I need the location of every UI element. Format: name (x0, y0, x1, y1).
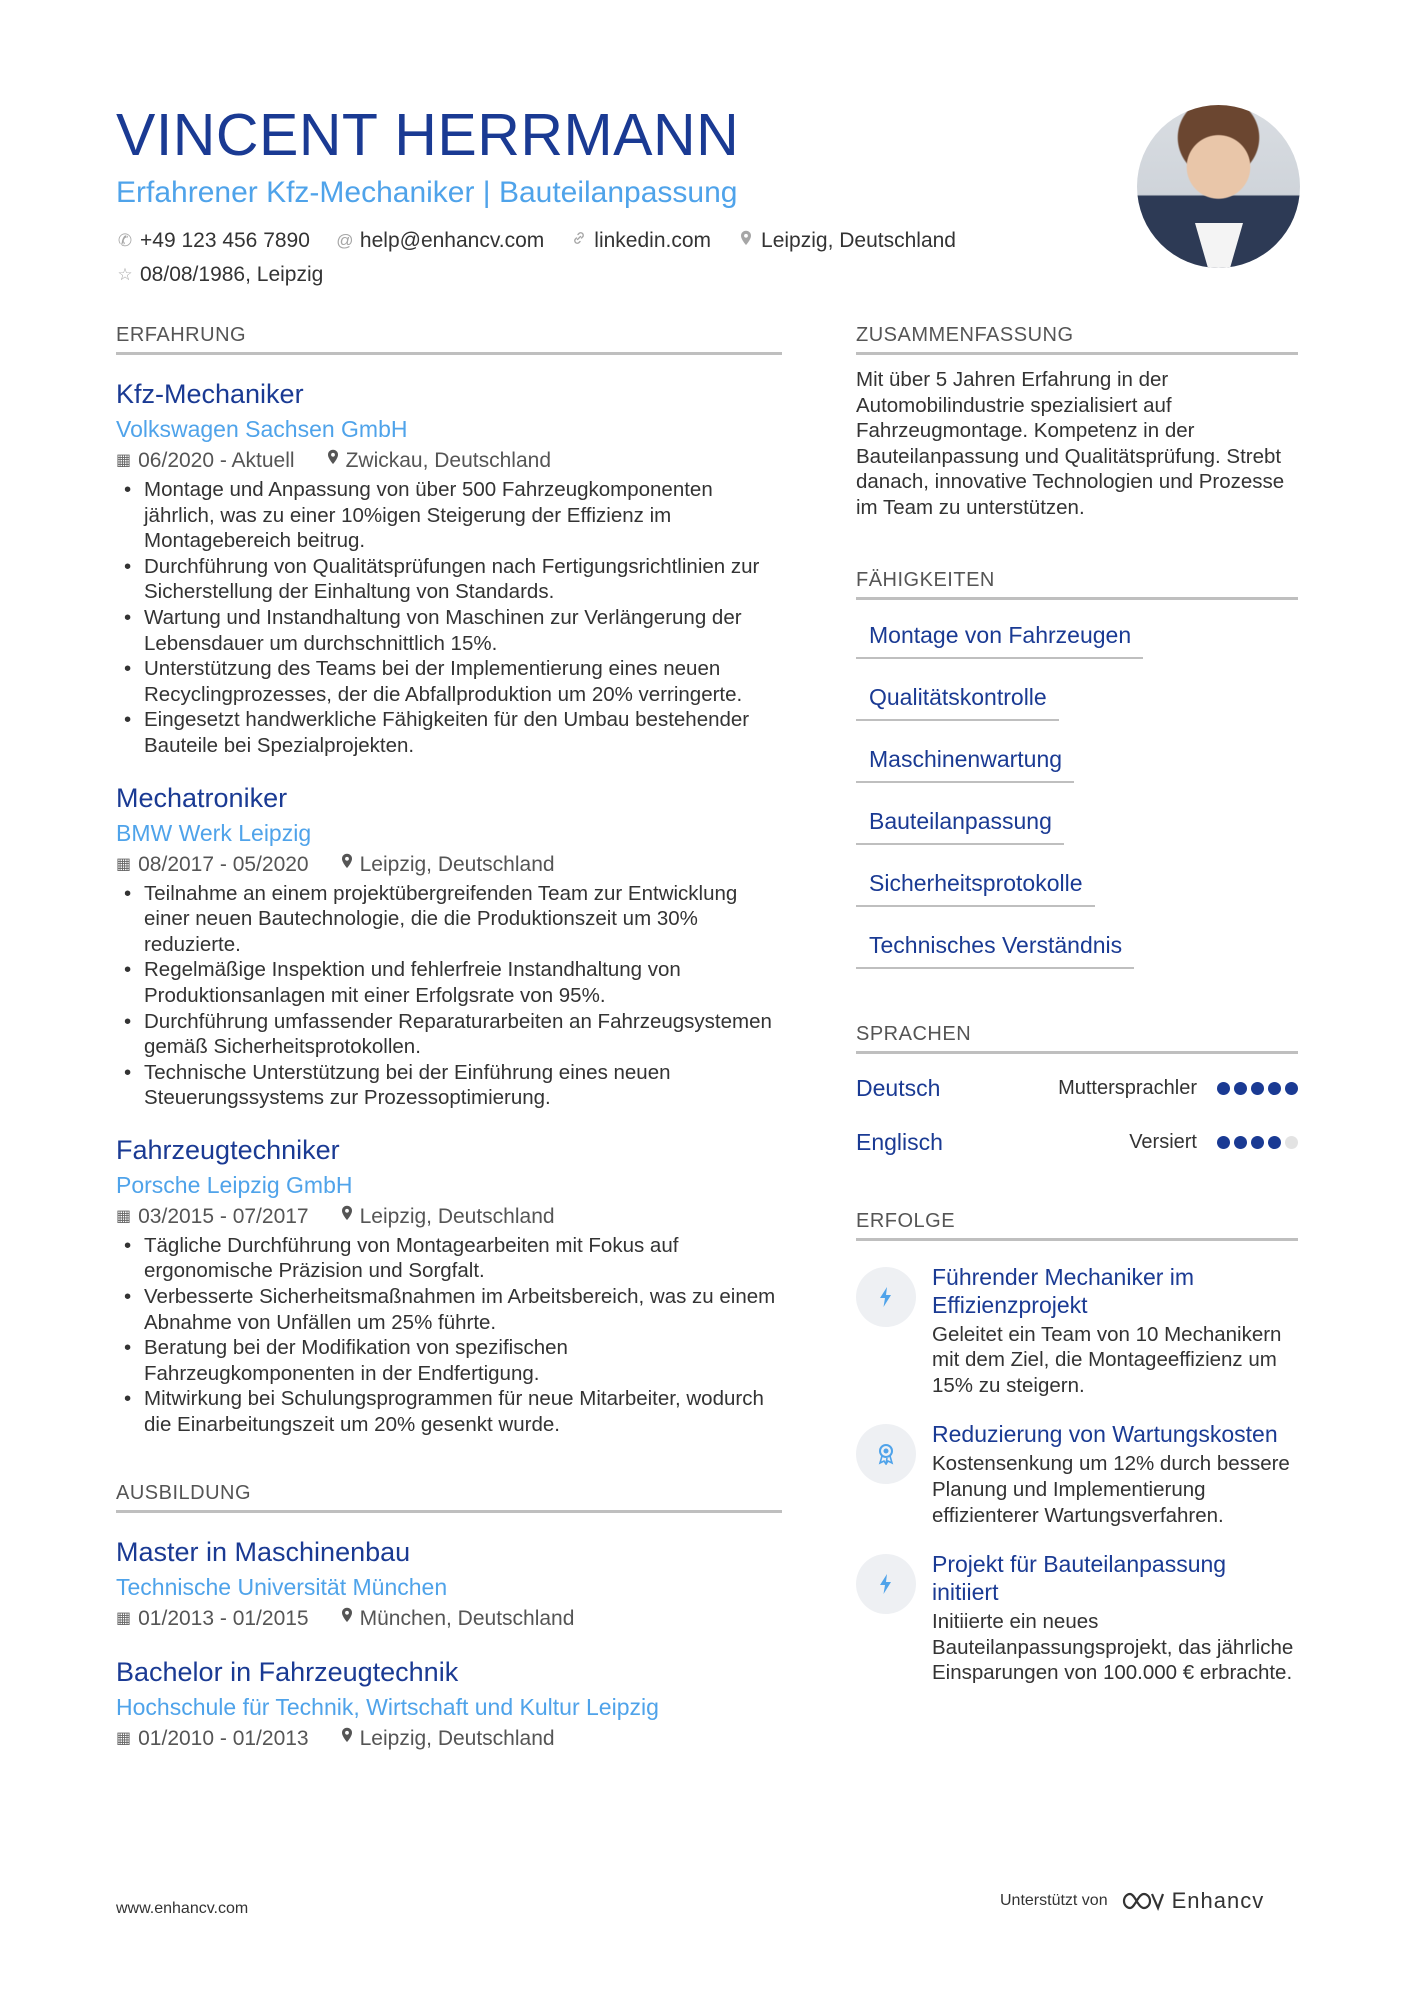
summary-text: Mit über 5 Jahren Erfahrung in der Automobilindustrie spezialisiert auf Fahrzeugmontage. Kompetenz in der Bauteilanpassung und Qualitätsprüfung. Strebt danach, innovative Technologien und Prozesse im Team zu unterstützen. (856, 368, 1285, 519)
calendar-icon: ▦ (116, 855, 132, 873)
email-text: help@enhancv.com (359, 229, 545, 252)
job-bullet: • Beratung bei der Modifikation von spezifischen Fahrzeugkomponenten in der Endfertigung. (116, 1335, 782, 1386)
job-bullet: • Regelmäßige Inspektion und fehlerfreie Instandhaltung von Produktionsanlagen mit einer Erfolgsrate von 95%. (116, 957, 782, 1008)
achievement-item (856, 1420, 1298, 1528)
job-meta (116, 447, 782, 475)
achievement-desc: Initiierte ein neues Bauteilanpassungsprojekt, das jährliche Einsparungen von 100.000 € erbrachte. (932, 1610, 1294, 1685)
calendar-icon: ▦ (116, 1729, 132, 1747)
education-meta (116, 1605, 782, 1633)
powered-by-label: Unterstützt von (1000, 1892, 1108, 1909)
calendar-icon: ▦ (116, 1207, 132, 1225)
degree-title: Master in Maschinenbau (116, 1536, 411, 1567)
achievements-section-title: ERFOLGE (856, 1208, 1298, 1241)
contact-phone[interactable] (116, 228, 310, 254)
education-location: München, Deutschland (359, 1606, 575, 1630)
rating-dot-filled (1217, 1082, 1230, 1095)
experience-entry (116, 377, 782, 759)
school-name: Hochschule für Technik, Wirtschaft und Kultur Leipzig (116, 1693, 659, 1720)
job-bullets (116, 1233, 782, 1438)
job-dates: 08/2017 - 05/2020 (138, 852, 309, 876)
location-text: Leipzig, Deutschland (761, 229, 956, 252)
job-bullet: • Teilnahme an einem projektübergreifenden Team zur Entwicklung einer neuen Bautechnologie, die die Produktionszeit um 30% reduzierte. (116, 881, 782, 958)
job-company: Volkswagen Sachsen GmbH (116, 416, 408, 442)
language-row (856, 1070, 1298, 1108)
skill-tag: Sicherheitsprotokolle (856, 862, 1095, 907)
location-pin-icon (327, 447, 339, 475)
location-pin-icon (341, 851, 353, 879)
summary-section-title: ZUSAMMENFASSUNG (856, 322, 1298, 355)
job-meta (116, 1203, 782, 1231)
job-bullet: • Verbesserte Sicherheitsmaßnahmen im Arbeitsbereich, was zu einem Abnahme von Unfällen um 25% führte. (116, 1284, 782, 1335)
contact-birth (116, 262, 323, 288)
rating-dot-filled (1234, 1082, 1247, 1095)
location-pin-icon (341, 1203, 353, 1231)
job-location: Zwickau, Deutschland (345, 449, 552, 472)
calendar-icon: ▦ (116, 452, 132, 469)
calendar-icon: ▦ (116, 1609, 132, 1627)
left-column (116, 322, 782, 1753)
achievement-title: Projekt für Bauteilanpassung initiiert (932, 1551, 1227, 1606)
job-bullet: • Wartung und Instandhaltung von Maschinen zur Verlängerung der Lebensdauer um durchschnittlich 15%. (116, 605, 782, 656)
degree-title: Bachelor in Fahrzeugtechnik (116, 1656, 459, 1687)
enhancv-logo (1120, 1888, 1265, 1914)
job-title: Kfz-Mechaniker (116, 379, 304, 409)
contact-list (116, 228, 1096, 288)
education-dates: 01/2013 - 01/2015 (138, 1606, 309, 1630)
achievement-desc: Geleitet ein Team von 10 Mechanikern mit dem Ziel, die Montageeffizienz um 15% zu steigern. (932, 1322, 1282, 1397)
language-rating (1213, 1136, 1298, 1149)
job-bullets (116, 881, 782, 1111)
language-level: Muttersprachler (1058, 1077, 1197, 1100)
achievement-title: Führender Mechaniker im Effizienzprojekt (932, 1263, 1195, 1318)
resume-header (116, 100, 1116, 288)
job-location: Leipzig, Deutschland (359, 852, 555, 876)
language-row (856, 1124, 1298, 1162)
job-bullet: • Unterstützung des Teams bei der Implementierung eines neuen Recyclingprozesses, der die Abfallproduktion um 20% verringerte. (116, 656, 782, 707)
skills-section-title: FÄHIGKEITEN (856, 567, 1298, 600)
brand-name: Enhancv (1171, 1888, 1265, 1913)
award-icon (856, 1424, 916, 1484)
job-company: BMW Werk Leipzig (116, 819, 312, 846)
language-name: Deutsch (856, 1075, 941, 1102)
rating-dot-filled (1234, 1136, 1247, 1149)
job-title: Fahrzeugtechniker (116, 1134, 340, 1165)
contact-linkedin[interactable] (570, 228, 711, 254)
at-icon: @ (336, 231, 354, 250)
job-bullets (116, 477, 782, 759)
education-dates: 01/2010 - 01/2013 (138, 1726, 309, 1750)
languages-section-title: SPRACHEN (856, 1021, 1298, 1054)
rating-dot-filled (1285, 1082, 1298, 1095)
phone-text: +49 123 456 7890 (140, 229, 310, 252)
birth-text: 08/08/1986, Leipzig (140, 263, 324, 286)
education-section-title: AUSBILDUNG (116, 1480, 782, 1513)
experience-section-title: ERFAHRUNG (116, 322, 782, 355)
job-bullet: • Durchführung umfassender Reparaturarbeiten an Fahrzeugsystemen gemäß Sicherheitsprotokollen. (116, 1009, 782, 1060)
experience-entry (116, 1133, 782, 1438)
enhancv-logo-icon (1120, 1890, 1164, 1912)
job-title: Mechatroniker (116, 782, 288, 813)
achievement-item (856, 1263, 1298, 1399)
achievement-desc: Kostensenkung um 12% durch bessere Planung und Implementierung effizienterer Wartungsverfahren. (932, 1452, 1290, 1527)
skill-tag: Technisches Verständnis (856, 924, 1134, 969)
job-dates: 06/2020 - Aktuell (138, 449, 295, 472)
rating-dot-filled (1251, 1136, 1264, 1149)
skills-list (856, 614, 1298, 969)
education-location: Leipzig, Deutschland (359, 1726, 555, 1750)
experience-entry (116, 781, 782, 1111)
rating-dot-filled (1217, 1136, 1230, 1149)
location-pin-icon (737, 228, 755, 254)
achievement-title: Reduzierung von Wartungskosten (932, 1421, 1278, 1448)
skill-tag: Qualitätskontrolle (856, 676, 1059, 721)
phone-icon: ✆ (117, 231, 133, 250)
language-rating (1213, 1082, 1298, 1095)
candidate-headline: Erfahrener Kfz-Mechaniker | Bauteilanpassung (116, 176, 738, 209)
job-company: Porsche Leipzig GmbH (116, 1171, 353, 1198)
location-pin-icon (341, 1605, 353, 1633)
contact-email[interactable] (336, 228, 544, 254)
language-level: Versiert (1129, 1131, 1197, 1154)
job-location: Leipzig, Deutschland (359, 1204, 555, 1228)
job-dates: 03/2015 - 07/2017 (138, 1204, 309, 1228)
job-bullet: • Durchführung von Qualitätsprüfungen nach Fertigungsrichtlinien zur Sicherstellung der Einhaltung von Standards. (116, 554, 782, 605)
school-name: Technische Universität München (116, 1573, 448, 1600)
lightning-icon (856, 1267, 916, 1327)
footer-website[interactable]: www.enhancv.com (116, 1900, 249, 1917)
job-bullet: • Mitwirkung bei Schulungsprogrammen für neue Mitarbeiter, wodurch die Einarbeitungszeit um 20% gesenkt wurde. (116, 1386, 782, 1437)
job-meta (116, 851, 782, 879)
contact-location (737, 228, 956, 254)
link-icon (570, 228, 588, 254)
job-bullet: • Tägliche Durchführung von Montagearbeiten mit Fokus auf ergonomische Präzision und Sorgfalt. (116, 1233, 782, 1284)
skill-tag: Maschinenwartung (856, 738, 1074, 783)
job-bullet: • Technische Unterstützung bei der Einführung eines neuen Steuerungssystems zur Prozessoptimierung. (116, 1060, 782, 1111)
rating-dot-filled (1268, 1136, 1281, 1149)
linkedin-text: linkedin.com (594, 229, 712, 252)
education-entry (116, 1535, 782, 1633)
skill-tag: Bauteilanpassung (856, 800, 1064, 845)
job-bullet: • Eingesetzt handwerkliche Fähigkeiten für den Umbau bestehender Bauteile bei Spezialprojekten. (116, 707, 782, 758)
education-entry (116, 1655, 782, 1753)
skill-tag: Montage von Fahrzeugen (856, 614, 1143, 659)
lightning-icon (856, 1554, 916, 1614)
language-name: Englisch (856, 1129, 943, 1156)
education-meta (116, 1725, 782, 1753)
rating-dot-filled (1268, 1082, 1281, 1095)
achievement-item (856, 1550, 1298, 1686)
footer-powered-by[interactable] (1000, 1888, 1264, 1914)
location-pin-icon (341, 1725, 353, 1753)
star-icon: ☆ (117, 265, 133, 284)
rating-dot-filled (1251, 1082, 1264, 1095)
rating-dot-empty (1285, 1136, 1298, 1149)
profile-photo (1137, 105, 1300, 268)
right-column (856, 322, 1298, 1686)
job-bullet: • Montage und Anpassung von über 500 Fahrzeugkomponenten jährlich, was zu einer 10%igen Steigerung der Effizienz im Montagebereich beitrug. (116, 477, 782, 554)
candidate-name: VINCENT HERRMANN (116, 102, 740, 168)
